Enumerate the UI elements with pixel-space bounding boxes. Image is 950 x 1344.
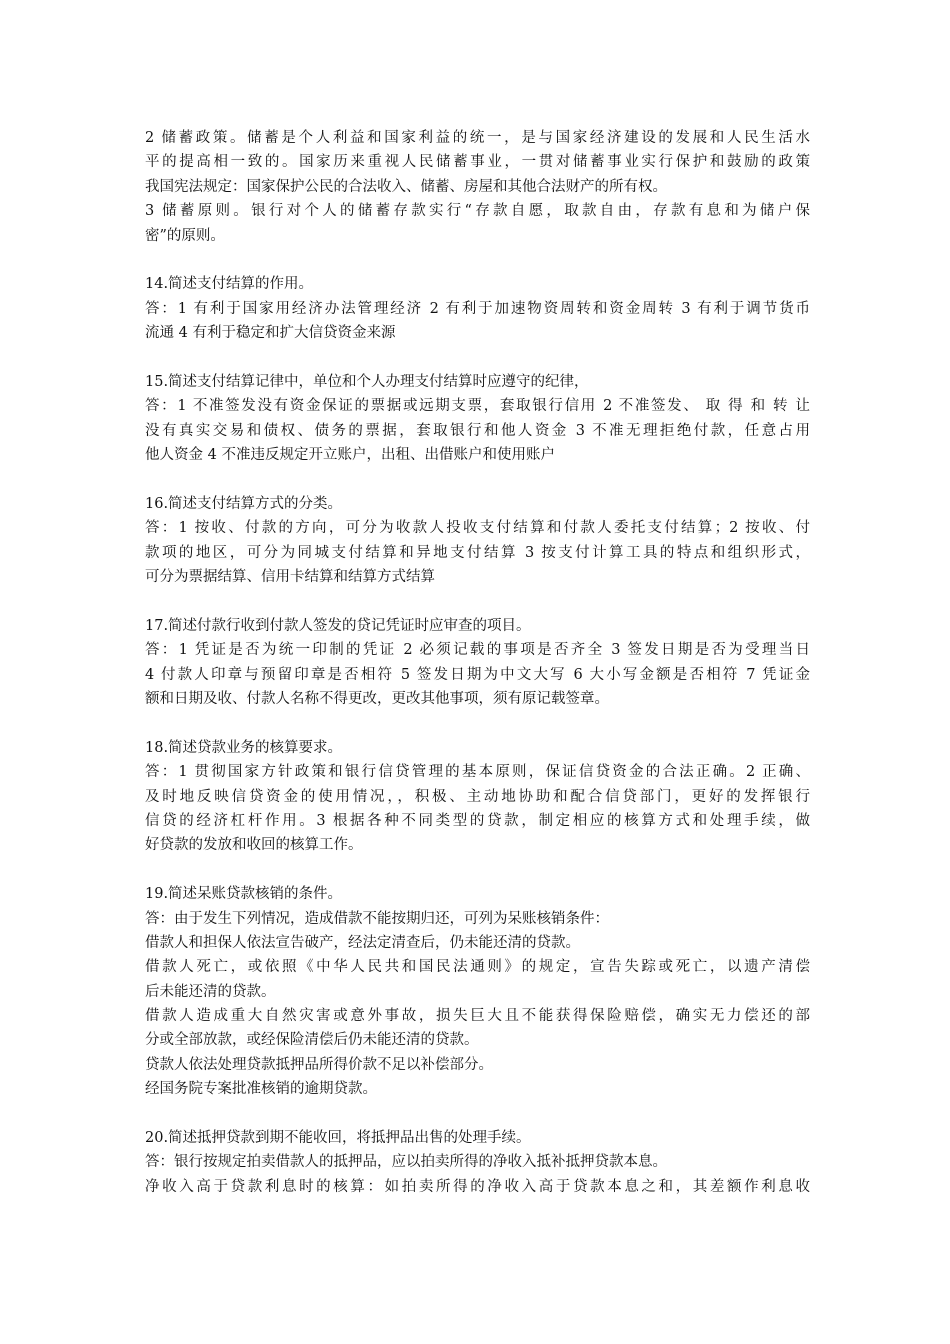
text-line: 17.简述付款行收到付款人签发的贷记凭证时应审查的项目。 <box>145 617 531 634</box>
paragraph-spacer <box>145 248 810 272</box>
text-line: 答：由于发生下列情况，造成借款不能按期归还，可列为呆账核销条件： <box>145 910 609 927</box>
paragraph-spacer <box>145 858 810 882</box>
text-line: 可分为票据结算、信用卡结算和结算方式结算 <box>145 569 435 586</box>
text-line: 答：1 有利于国家用经济办法管理经济 2 有利于加速物资周转和资金周转 3 有利于调节货币 <box>145 300 810 317</box>
text-line: 好贷款的发放和收回的核算工作。 <box>145 837 363 854</box>
text-line: 净收入高于贷款利息时的核算：如拍卖所得的净收入高于贷款本息之和，其差额作利息收 <box>145 1178 810 1195</box>
paragraph-spacer <box>145 711 810 735</box>
text-line: 借款人死亡，或依照《中华人民共和国民法通则》的规定，宣告失踪或死亡，以遗产清偿 <box>145 959 810 976</box>
text-line: 借款人造成重大自然灾害或意外事故，损失巨大且不能获得保险赔偿，确实无力偿还的部 <box>145 1008 810 1025</box>
text-line: 2 储蓄政策。储蓄是个人利益和国家利益的统一，是与国家经济建设的发展和人民生活水 <box>145 130 810 146</box>
text-line: 及时地反映信贷资金的使用情况，，积极、主动地协助和配合信贷部门，更好的发挥银行 <box>145 788 810 805</box>
text-line: 平的提高相一致的。国家历来重视人民储蓄事业，一贯对储蓄事业实行保护和鼓励的政策 <box>145 154 810 171</box>
text-line: 答：1 贯彻国家方针政策和银行信贷管理的基本原则，保证信贷资金的合法正确。2 正确、 <box>145 764 810 781</box>
text-line: 款项的地区，可分为同城支付结算和异地支付结算 3 按支付计算工具的特点和组织形式， <box>145 544 810 561</box>
text-line: 答：1 按收、付款的方向，可分为收款人投收支付结算和付款人委托支付结算；2 按收、付 <box>145 520 810 537</box>
paragraph-spacer <box>145 1102 810 1126</box>
text-line: 经国务院专案批准核销的逾期贷款。 <box>145 1081 377 1098</box>
text-line: 没有真实交易和债权、债务的票据，套取银行和他人资金 3 不准无理拒绝付款，任意占用 <box>145 422 810 439</box>
text-line: 14.简述支付结算的作用。 <box>145 276 314 293</box>
text-line: 15.简述支付结算记律中，单位和个人办理支付结算时应遵守的纪律， <box>145 373 589 390</box>
document-body <box>145 126 810 1199</box>
paragraph-spacer <box>145 589 810 613</box>
text-line: 密”的原则。 <box>145 227 225 244</box>
text-line: 分或全部放款，或经保险清偿后仍未能还清的贷款。 <box>145 1032 479 1049</box>
text-line: 16.简述支付结算方式的分类。 <box>145 495 343 512</box>
text-line: 20.简述抵押贷款到期不能收回，将抵押品出售的处理手续。 <box>145 1130 531 1147</box>
text-line: 答：1 凭证是否为统一印制的凭证 2 必须记载的事项是否齐全 3 签发日期是否为受理当日 <box>145 642 810 659</box>
text-line: 答：银行按规定拍卖借款人的抵押品，应以拍卖所得的净收入抵补抵押贷款本息。 <box>145 1154 667 1171</box>
text-line: 3 储蓄原则。银行对个人的储蓄存款实行“存款自愿，取款自由，存款有息和为储户保 <box>145 203 810 220</box>
text-line: 借款人和担保人依法宣告破产，经法定清查后，仍未能还清的贷款。 <box>145 934 580 951</box>
text-line: 19.简述呆账贷款核销的条件。 <box>145 886 343 903</box>
text-line: 贷款人依法处理贷款抵押品所得价款不足以补偿部分。 <box>145 1056 493 1073</box>
text-line: 他人资金 4 不准违反规定开立账户，出租、出借账户和使用账户 <box>145 447 555 464</box>
text-line: 18.简述贷款业务的核算要求。 <box>145 739 343 756</box>
paragraph-spacer <box>145 467 810 491</box>
text-line: 我国宪法规定：国家保护公民的合法收入、储蓄、房屋和其他合法财产的所有权。 <box>145 178 667 195</box>
text-line: 流通 4 有利于稳定和扩大信贷资金来源 <box>145 325 396 342</box>
text-line: 4 付款人印章与预留印章是否相符 5 签发日期为中文大写 6 大小写金额是否相符 7 凭证金 <box>145 666 810 683</box>
text-line: 额和日期及收、付款人名称不得更改，更改其他事项，须有原记载签章。 <box>145 690 609 707</box>
paragraph-spacer <box>145 346 810 370</box>
text-line: 后未能还清的贷款。 <box>145 983 276 1000</box>
text-line: 信贷的经济杠杆作用。3 根据各种不同类型的贷款，制定相应的核算方式和处理手续，做 <box>145 812 810 829</box>
text-line: 答：1 不准签发没有资金保证的票据或远期支票，套取银行信用 2 不准签发、 取 得 和 转 让 <box>145 398 810 415</box>
